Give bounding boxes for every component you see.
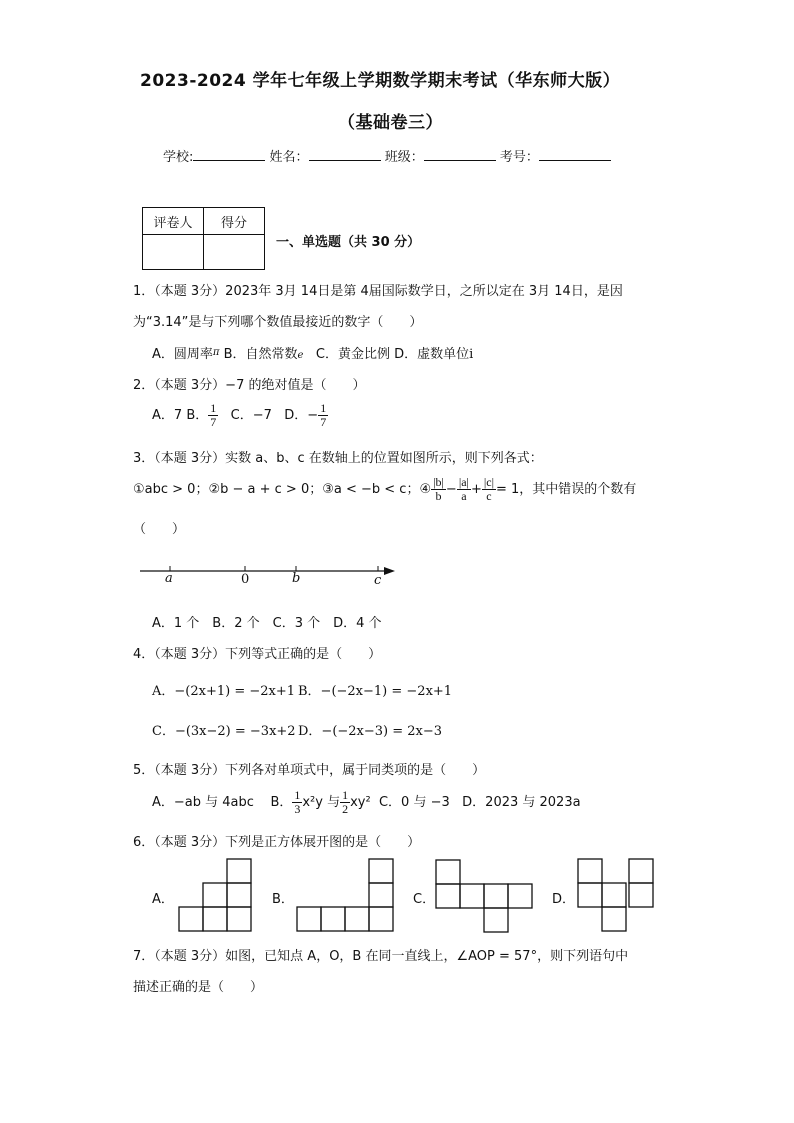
- q3-statements-1-3: ①abc > 0；②b − a + c > 0；③a < −b < c；④: [133, 482, 432, 497]
- q4-stem: 4．（本题 3分）下列等式正确的是（ ）: [133, 647, 382, 662]
- q7-line1: 7．（本题 3分）如图，已知点 A，O，B 在同一直线上，∠AOP = 57°，则下列语句中: [133, 949, 629, 964]
- q6-label-c[interactable]: C．: [413, 892, 436, 907]
- school-label: 学校:: [163, 150, 194, 165]
- net-d: [578, 859, 653, 931]
- q2-option-c[interactable]: C．−7: [230, 408, 272, 423]
- axis-label-b: b: [292, 571, 301, 586]
- net-a: [179, 859, 251, 931]
- name-label: 姓名：: [269, 150, 309, 165]
- q5-option-c[interactable]: C．0 与 −3: [378, 795, 450, 810]
- axis-label-0: 0: [241, 572, 250, 587]
- axis-label-c: c: [374, 573, 382, 588]
- q2-d-fraction: $\frac{1}{7}$: [320, 401, 327, 429]
- q3-statements: ①abc > 0；②b − a + c > 0；③a < −b < c；④ $\frac{|b|}{b}$ − $\frac{|a|}{a}$ + $\frac{|c|}{c}$ = 1，其中错误的个数有: [133, 475, 637, 503]
- q6-stem: 6．（本题 3分）下列是正方体展开图的是（ ）: [133, 835, 421, 850]
- q1-option-c[interactable]: C．黄金比例: [315, 347, 390, 362]
- section-heading: 一、单选题（共 30 分）: [276, 235, 421, 250]
- q6-label-d[interactable]: D．: [552, 892, 576, 907]
- q3-tail: ，其中错误的个数有: [519, 482, 637, 497]
- q2-option-d[interactable]: D．−: [284, 408, 319, 423]
- e-symbol: e: [297, 350, 304, 361]
- q1-option-b[interactable]: B．自然常数: [223, 347, 298, 362]
- q4-option-b[interactable]: B．−(−2x−1) = −2x+1: [298, 684, 453, 699]
- q5-option-d[interactable]: D．2023 与 2023a: [462, 795, 581, 810]
- exam-subtitle: （基础卷三）: [338, 113, 443, 133]
- q7-line2: 描述正确的是（ ）: [133, 980, 264, 995]
- q3-stem: 3．（本题 3分）实数 a、b、c 在数轴上的位置如图所示，则下列各式：: [133, 451, 543, 466]
- q6-label-a[interactable]: A．: [152, 892, 174, 907]
- q4-option-c[interactable]: C．−(3x−2) = −3x+2: [152, 724, 296, 739]
- q3-frac-b: $\frac{|b|}{b}$: [433, 475, 444, 503]
- i-symbol: i: [469, 347, 474, 362]
- q1-line2: 为“3.14”是与下列哪个数值最接近的数字（ ）: [133, 315, 423, 330]
- exam-no-label: 考号：: [499, 150, 539, 165]
- q5-option-b[interactable]: B． $\frac{1}{3}$ x²y 与 $\frac{1}{2}$ xy²: [270, 788, 371, 816]
- exam-title: 2023-2024 学年七年级上学期数学期末考试（华东师大版）: [140, 71, 621, 91]
- pi-symbol: π: [212, 347, 220, 358]
- q1-option-d[interactable]: D．虚数单位: [394, 347, 470, 362]
- score-header: 得分: [204, 208, 265, 235]
- q6-label-b[interactable]: B．: [272, 892, 294, 907]
- net-b: [297, 859, 393, 931]
- reviewer-header: 评卷人: [143, 208, 204, 235]
- class-label: 班级：: [384, 150, 424, 165]
- q2-option-b[interactable]: B．: [186, 408, 209, 423]
- net-c: [436, 860, 532, 932]
- q2-stem: 2．（本题 3分）−7 的绝对值是（ ）: [133, 378, 366, 393]
- q3-options[interactable]: A．1 个 B．2 个 C．3 个 D．4 个: [152, 616, 382, 631]
- q2-option-a[interactable]: A．7: [152, 408, 183, 423]
- q3-frac-c: $\frac{|c|}{c}$: [483, 475, 494, 503]
- q3-frac-a: $\frac{|a|}{a}$: [458, 475, 469, 503]
- q4-option-a[interactable]: A．−(2x+1) = −2x+1: [152, 684, 296, 699]
- q1-line1: 1．（本题 3分）2023年 3月 14日是第 4届国际数学日，之所以定在 3月 14日，是因: [133, 284, 623, 299]
- q5-stem: 5．（本题 3分）下列各对单项式中，属于同类项的是（ ）: [133, 763, 486, 778]
- q5-option-a[interactable]: A．−ab 与 4abc: [152, 795, 254, 810]
- q4-option-d[interactable]: D．−(−2x−3) = 2x−3: [298, 724, 443, 739]
- q1-option-a[interactable]: A．圆周率: [152, 347, 213, 362]
- axis-label-a: a: [165, 571, 173, 586]
- q3-paren: （ ）: [133, 522, 186, 537]
- q2-b-fraction: $\frac{1}{7}$: [210, 401, 217, 429]
